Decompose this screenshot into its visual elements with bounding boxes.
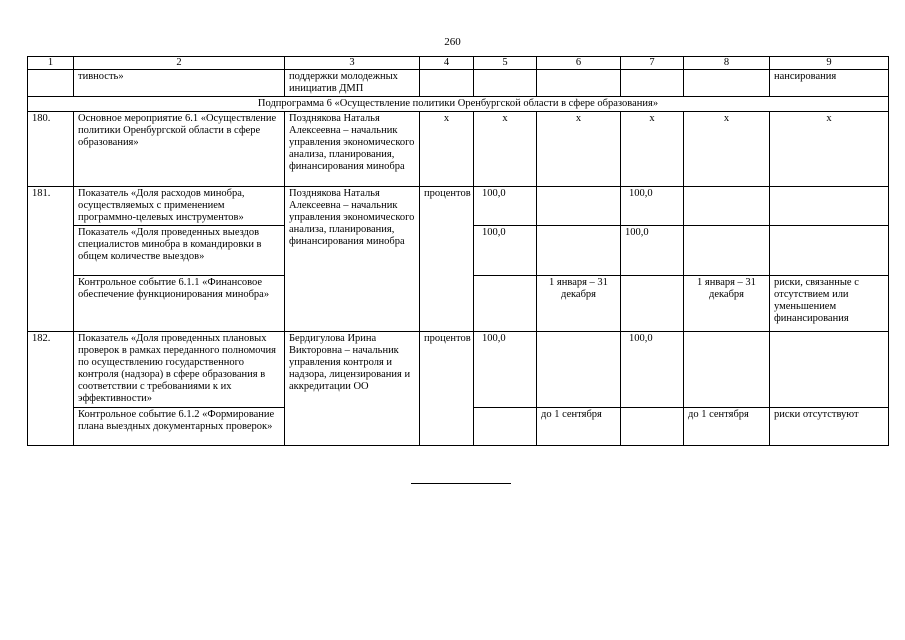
col-1-header: 1 — [28, 57, 74, 70]
table-cell: Контрольное событие 6.1.1 «Финансовое обеспечение функционирования минобра» — [74, 276, 285, 332]
col-2-header: 2 — [74, 57, 285, 70]
table-row-180 — [28, 112, 889, 187]
table-cell: 1 января – 31 декабря — [684, 276, 770, 332]
table-cell — [474, 276, 537, 332]
table-cell — [770, 226, 889, 276]
continued-row — [28, 70, 889, 97]
col-6-header: 6 — [537, 57, 621, 70]
table-row-181 — [28, 187, 889, 226]
table-cell: Позднякова Наталья Алексеевна – начальник управления экономического анализа, планирования, финансирования минобра — [285, 112, 420, 187]
table-cell: х — [420, 112, 474, 187]
bottom-rule — [411, 483, 511, 484]
table-cell: Позднякова Наталья Алексеевна – начальник управления экономического анализа, планирования, финансирования минобра — [285, 187, 420, 332]
table-cell: риски, связанные с отсутствием или уменьшением финансирования — [770, 276, 889, 332]
table-cell: х — [537, 112, 621, 187]
col-7-header: 7 — [621, 57, 684, 70]
row-number: 181. — [28, 187, 74, 332]
subprogram-title: Подпрограмма 6 «Осуществление политики Оренбургской области в сфере образования» — [28, 97, 889, 112]
table-cell: 100,0 — [621, 187, 684, 226]
table-cell: х — [770, 112, 889, 187]
col-8-header: 8 — [684, 57, 770, 70]
table-cell: процентов — [420, 187, 474, 332]
table-cell — [420, 70, 474, 97]
table-cell: нансирования — [770, 70, 889, 97]
table-cell: 1 января – 31 декабря — [537, 276, 621, 332]
table-cell — [621, 70, 684, 97]
table-cell: 100,0 — [474, 226, 537, 276]
table-cell: Контрольное событие 6.1.2 «Формирование плана выездных документарных проверок» — [74, 408, 285, 446]
table-row-182 — [28, 332, 889, 408]
table-cell: поддержки молодежных инициатив ДМП — [285, 70, 420, 97]
table-cell: 100,0 — [621, 332, 684, 408]
table-cell: Основное мероприятие 6.1 «Осуществление политики Оренбургской области в сфере образования» — [74, 112, 285, 187]
table-cell: Показатель «Доля проведенных плановых проверок в рамках переданного полномочия по осуществлению государственного контроля (надзора) в сфере образования в соответствии с требованиями к их эффективности» — [74, 332, 285, 408]
table-cell: риски отсутствуют — [770, 408, 889, 446]
table-cell: х — [474, 112, 537, 187]
program-table — [27, 56, 889, 446]
table-cell — [537, 187, 621, 226]
table-cell: х — [684, 112, 770, 187]
page-number: 260 — [444, 36, 461, 48]
col-5-header: 5 — [474, 57, 537, 70]
table-cell — [621, 276, 684, 332]
subprogram-row — [28, 97, 889, 112]
table-cell — [770, 187, 889, 226]
table-cell: 100,0 — [474, 332, 537, 408]
table-cell: Показатель «Доля расходов минобра, осуществляемых с применением программно-целевых инструментов» — [74, 187, 285, 226]
table-cell: Показатель «Доля проведенных выездов специалистов минобра в командировки в общем количестве выездов» — [74, 226, 285, 276]
table-cell — [684, 70, 770, 97]
table-cell — [537, 332, 621, 408]
table-cell: 100,0 — [621, 226, 684, 276]
table-cell — [28, 70, 74, 97]
table-cell — [537, 70, 621, 97]
col-3-header: 3 — [285, 57, 420, 70]
table-cell — [537, 226, 621, 276]
row-number: 182. — [28, 332, 74, 446]
table-cell: тивность» — [74, 70, 285, 97]
table-cell: 100,0 — [474, 187, 537, 226]
table-cell: до 1 сентября — [684, 408, 770, 446]
table-cell — [621, 408, 684, 446]
table-cell: Бердигулова Ирина Викторовна – начальник управления контроля и надзора, лицензирования и аккредитации ОО — [285, 332, 420, 446]
col-4-header: 4 — [420, 57, 474, 70]
table-cell — [684, 226, 770, 276]
table-cell — [770, 332, 889, 408]
table-cell: до 1 сентября — [537, 408, 621, 446]
table-cell: процентов — [420, 332, 474, 446]
table-cell — [474, 70, 537, 97]
col-9-header: 9 — [770, 57, 889, 70]
table-cell — [684, 332, 770, 408]
table-cell — [474, 408, 537, 446]
row-number: 180. — [28, 112, 74, 187]
table-cell — [684, 187, 770, 226]
header-row — [28, 57, 889, 70]
table-cell: х — [621, 112, 684, 187]
